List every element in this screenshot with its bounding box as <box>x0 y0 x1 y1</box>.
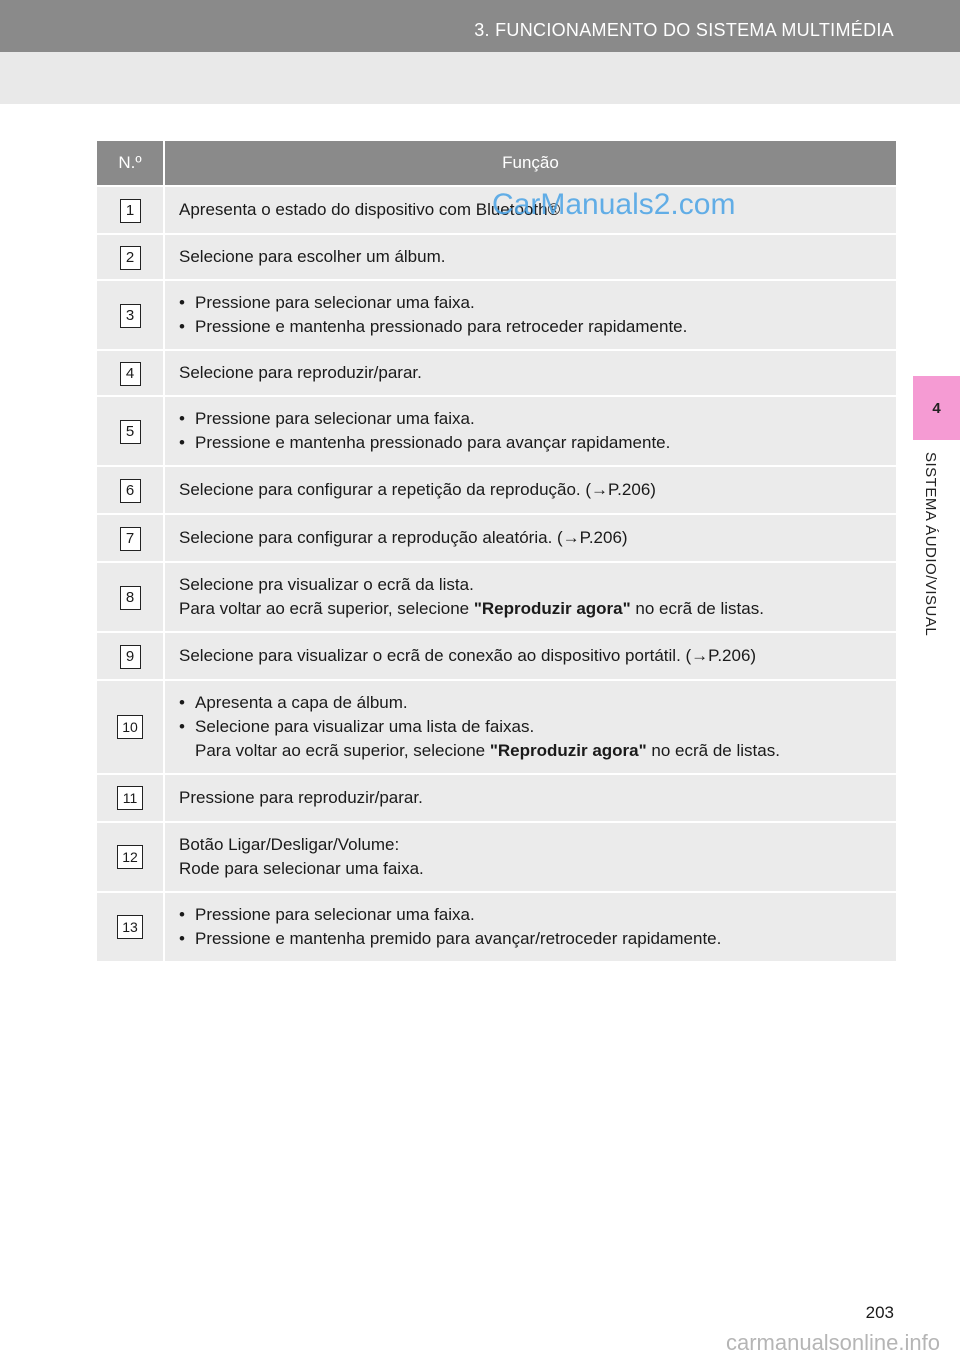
row-text: Para voltar ao ecrã superior, selecione "Reproduzir agora" no ecrã de listas. <box>195 741 780 760</box>
row-number: 13 <box>117 915 143 939</box>
row-text: Selecione para reproduzir/parar. <box>179 363 422 382</box>
header-number: N.º <box>97 141 164 186</box>
watermark: CarManuals2.com <box>492 188 736 221</box>
row-text: Pressione para reproduzir/parar. <box>179 788 423 807</box>
row-bullet: • Pressione e mantenha pressionado para avançar rapidamente. <box>179 431 882 455</box>
row-text: Selecione para configurar a repetição da reprodução. (→P.206) <box>179 480 656 499</box>
row-bullet: • Pressione e mantenha pressionado para retroceder rapidamente. <box>179 315 882 339</box>
row-bullet: • Pressione para selecionar uma faixa. <box>179 291 882 315</box>
table-row <box>97 234 896 280</box>
chapter-number: 4 <box>932 399 941 417</box>
row-text: Selecione para configurar a reprodução aleatória. (→P.206) <box>179 528 628 547</box>
table-row <box>97 562 896 632</box>
header-band <box>0 52 960 104</box>
section-title: 3. FUNCIONAMENTO DO SISTEMA MULTIMÉDIA <box>474 20 894 40</box>
row-bullet: • Pressione para selecionar uma faixa. <box>179 407 882 431</box>
table-row <box>97 280 896 350</box>
row-number: 12 <box>117 845 143 869</box>
table-row <box>97 396 896 466</box>
function-table <box>97 141 896 961</box>
row-number: 9 <box>120 645 141 669</box>
table-row <box>97 892 896 961</box>
row-bullet: • Pressione para selecionar uma faixa. <box>179 903 882 927</box>
table-row <box>97 822 896 892</box>
reproduzir-agora-label: "Reproduzir agora" <box>489 741 647 760</box>
row-text: Botão Ligar/Desligar/Volume: <box>179 835 400 854</box>
row-text: Selecione para visualizar o ecrã de conexão ao dispositivo portátil. (→P.206) <box>179 646 757 665</box>
table-row <box>97 632 896 680</box>
header-function: Função <box>164 141 896 186</box>
row-bullet: • Selecione para visualizar uma lista de faixas. <box>179 715 882 739</box>
row-number: 2 <box>120 246 141 270</box>
header-bar <box>0 0 960 52</box>
row-number: 6 <box>120 479 141 503</box>
table-row <box>97 680 896 774</box>
row-text: Apresenta o estado do dispositivo com Bluetooth® <box>179 200 561 219</box>
table-row <box>97 514 896 562</box>
footer-site-logo: carmanualsonline.info <box>725 1330 940 1355</box>
row-number: 8 <box>120 586 141 610</box>
row-text: Rode para selecionar uma faixa. <box>179 859 424 878</box>
table-row <box>97 350 896 396</box>
row-number: 3 <box>120 304 141 328</box>
reproduzir-agora-label: "Reproduzir agora" <box>473 599 631 618</box>
table-row <box>97 466 896 514</box>
row-number: 4 <box>120 362 141 386</box>
page-number: 203 <box>865 1303 894 1322</box>
chapter-label: SISTEMA ÁUDIO/VISUAL <box>922 452 939 637</box>
row-text: Selecione pra visualizar o ecrã da lista. <box>179 575 474 594</box>
row-bullet: • Pressione e mantenha premido para avançar/retroceder rapidamente. <box>179 927 882 951</box>
table-row <box>97 774 896 822</box>
row-text: Selecione para escolher um álbum. <box>179 247 446 266</box>
row-number: 10 <box>117 715 143 739</box>
row-text: Para voltar ao ecrã superior, selecione "Reproduzir agora" no ecrã de listas. <box>179 599 764 618</box>
row-number: 1 <box>120 199 141 223</box>
chapter-tab[interactable] <box>913 376 960 440</box>
row-number: 5 <box>120 420 141 444</box>
table-header-row <box>97 141 896 186</box>
row-number: 7 <box>120 527 141 551</box>
row-bullet: • Apresenta a capa de álbum. <box>179 691 882 715</box>
row-number: 11 <box>117 786 143 810</box>
